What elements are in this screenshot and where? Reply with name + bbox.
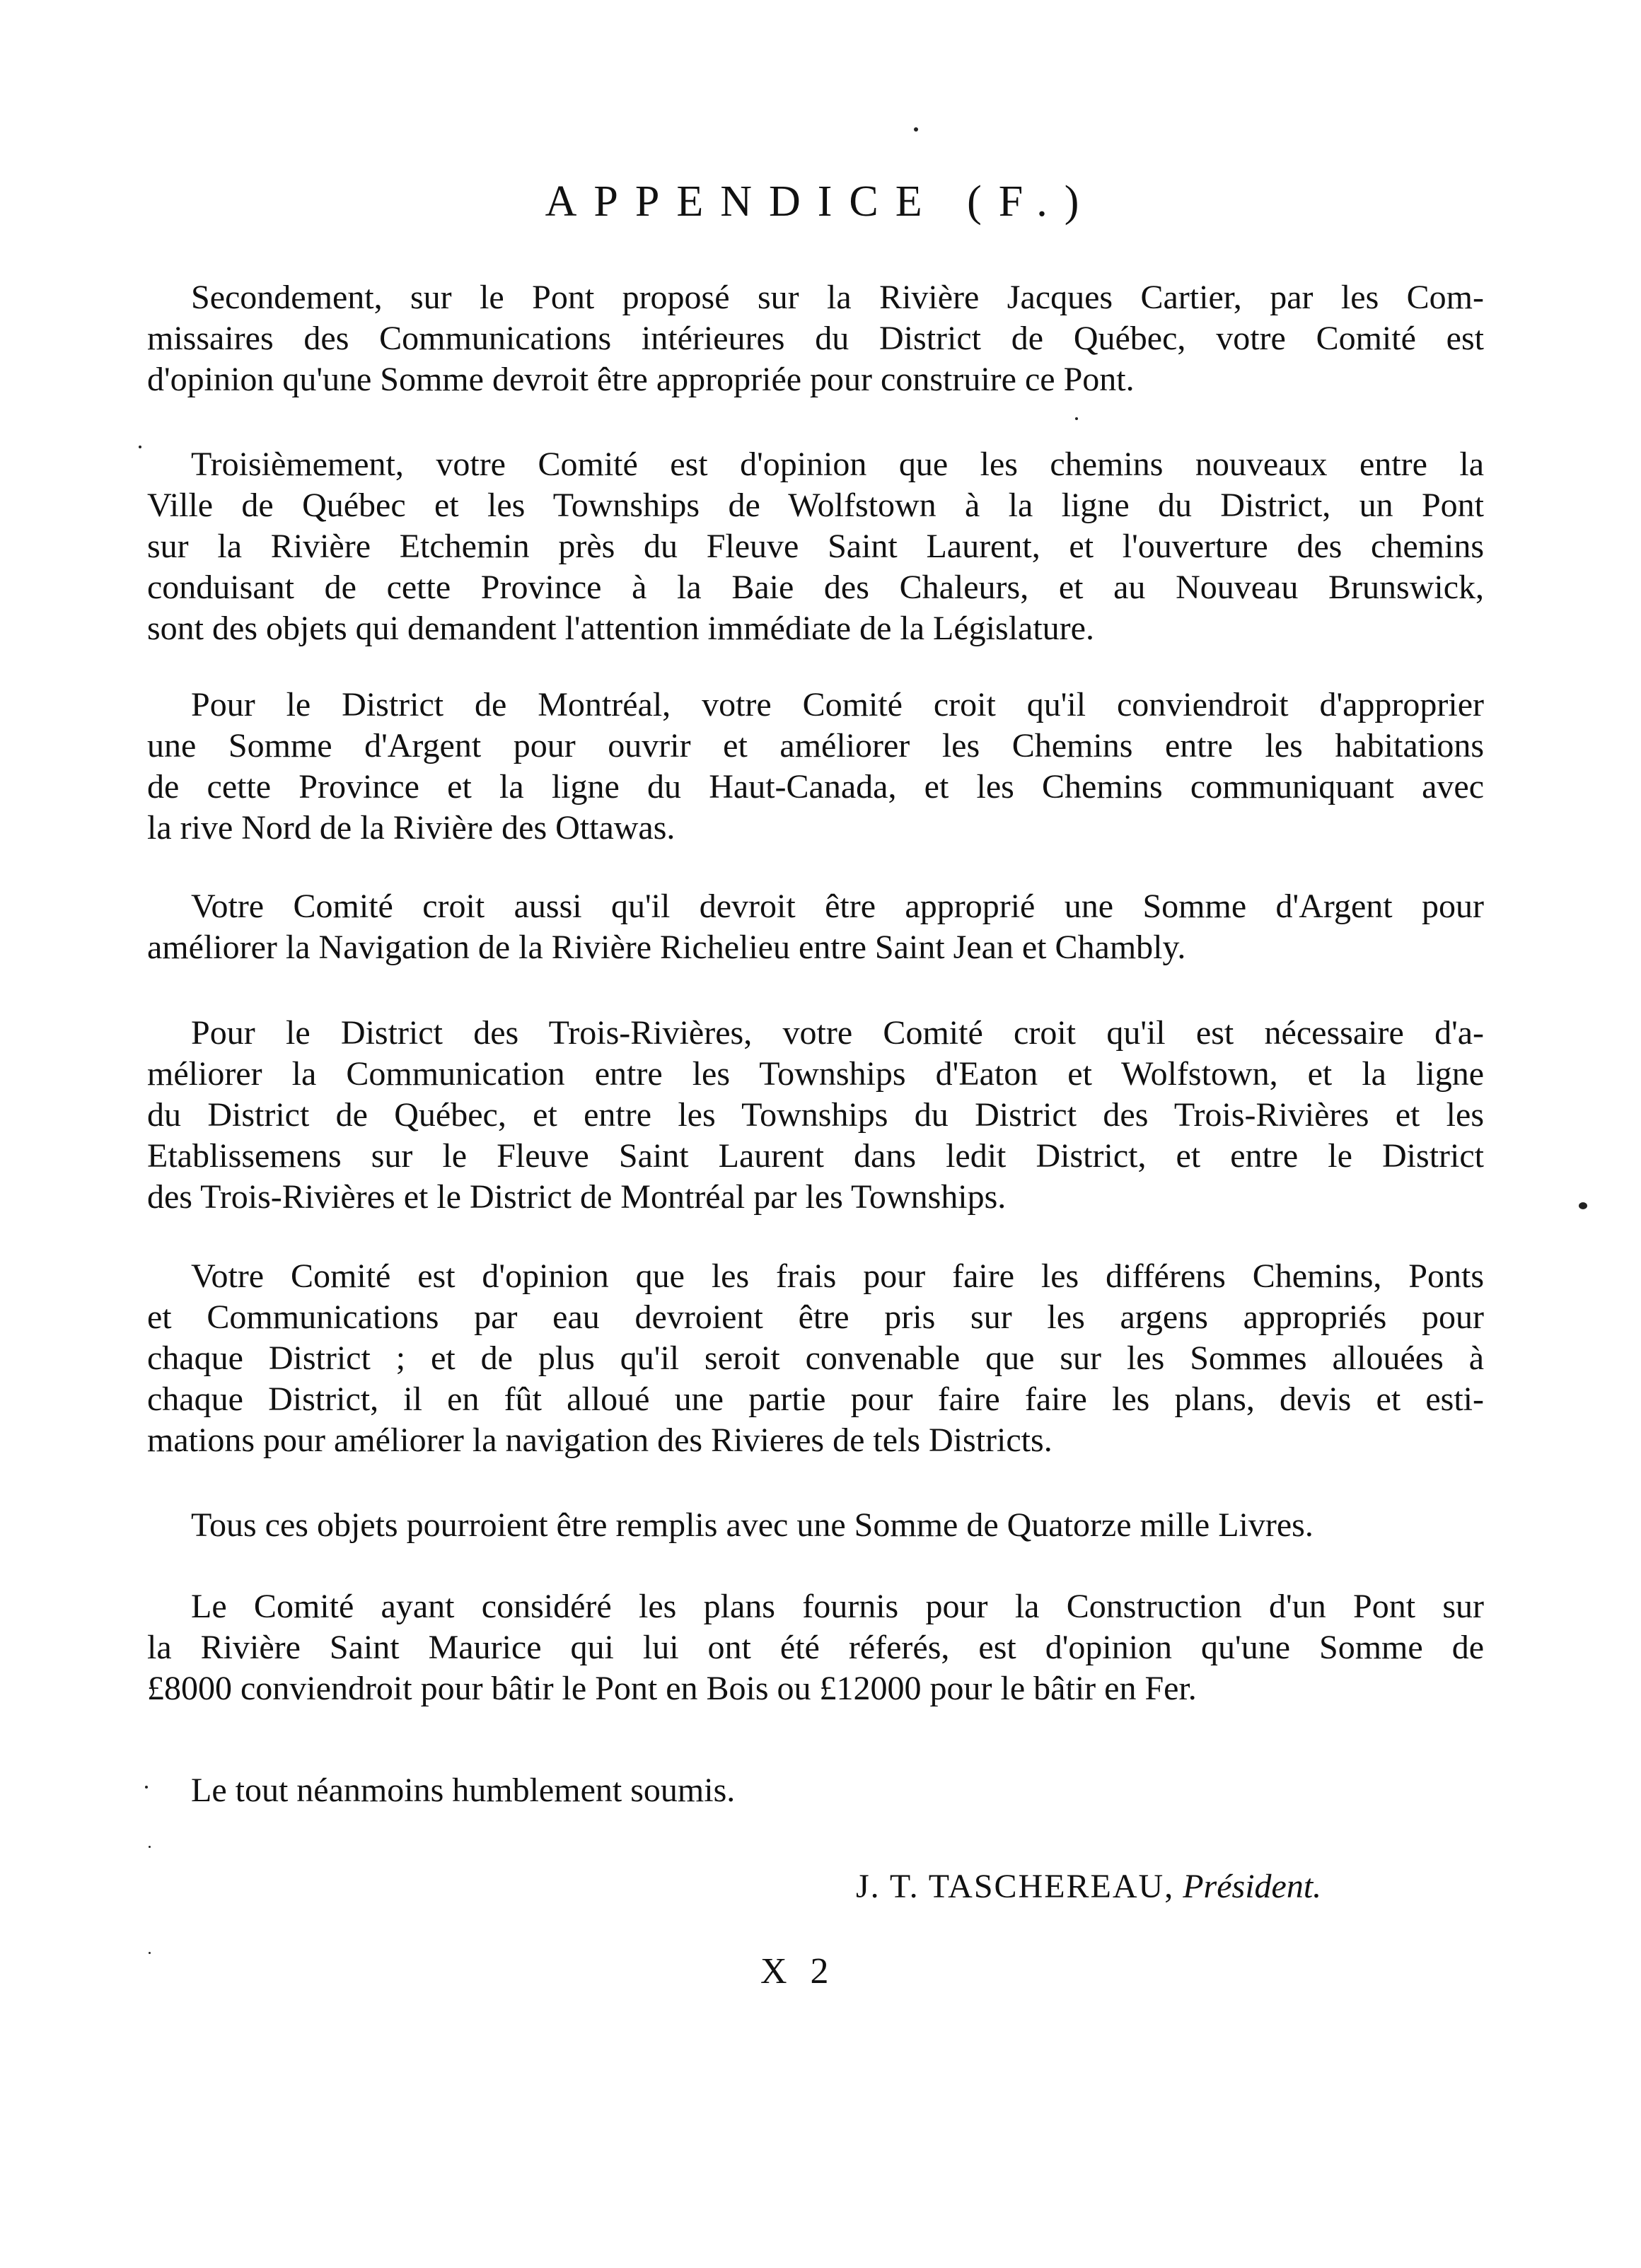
paragraph-4	[147, 886, 1484, 968]
paragraph-line: du District de Québec, et entre les Townships du District des Trois-Rivières et les	[147, 1096, 1484, 1134]
paragraph-line: Pour le District des Trois-Rivières, votre Comité croit qu'il est nécessaire d'a-	[191, 1014, 1484, 1052]
paragraph-line: £8000 conviendroit pour bâtir le Pont en Bois ou £12000 pour le bâtir en Fer.	[147, 1670, 1197, 1707]
paragraph-2	[147, 444, 1484, 649]
print-speck	[139, 446, 141, 448]
paragraph-line: mations pour améliorer la navigation des Rivieres de tels Districts.	[147, 1421, 1053, 1459]
paragraph-line: la rive Nord de la Rivière des Ottawas.	[147, 809, 675, 847]
signature-title: Président.	[1183, 1868, 1322, 1905]
folio-signature-mark: X 2	[760, 1951, 836, 1991]
paragraph-line: méliorer la Communication entre les Townships d'Eaton et Wolfstown, et la ligne	[147, 1055, 1484, 1093]
print-speck	[1579, 1202, 1587, 1209]
print-speck	[149, 1952, 151, 1954]
paragraph-line: Le Comité ayant considéré les plans fournis pour la Construction d'un Pont sur	[191, 1588, 1484, 1625]
paragraph-line: missaires des Communications intérieures du District de Québec, votre Comité est	[147, 320, 1484, 357]
paragraph-line: Votre Comité est d'opinion que les frais pour faire les différens Chemins, Ponts	[191, 1257, 1484, 1295]
paragraph-9	[147, 1770, 1484, 1811]
print-speck	[149, 1846, 151, 1848]
paragraph-line: Secondement, sur le Pont proposé sur la Rivière Jacques Cartier, par les Com-	[191, 279, 1484, 316]
paragraph-line: et Communications par eau devroient être pris sur les argens appropriés pour	[147, 1298, 1484, 1336]
signature	[856, 1867, 1321, 1906]
paragraph-5	[147, 1013, 1484, 1218]
paragraph-line: de cette Province et la ligne du Haut-Canada, et les Chemins communiquant avec	[147, 768, 1484, 806]
paragraph-line: la Rivière Saint Maurice qui lui ont été réferés, est d'opinion qu'une Somme de	[147, 1629, 1484, 1666]
paragraph-line: des Trois-Rivières et le District de Montréal par les Townships.	[147, 1178, 1007, 1216]
paragraph-line: Etablissemens sur le Fleuve Saint Laurent dans ledit District, et entre le District	[147, 1137, 1484, 1175]
paragraph-line: sur la Rivière Etchemin près du Fleuve Saint Laurent, et l'ouverture des chemins	[147, 528, 1484, 565]
paragraph-line: améliorer la Navigation de la Rivière Richelieu entre Saint Jean et Chambly.	[147, 929, 1186, 966]
paragraph-line: Le tout néanmoins humblement soumis.	[191, 1772, 736, 1809]
paragraph-line: chaque District ; et de plus qu'il seroit convenable que sur les Sommes allouées à	[147, 1339, 1484, 1377]
paragraph-3	[147, 685, 1484, 849]
paragraph-line: sont des objets qui demandent l'attention immédiate de la Législature.	[147, 610, 1094, 647]
paragraph-line: conduisant de cette Province à la Baie des Chaleurs, et au Nouveau Brunswick,	[147, 569, 1484, 606]
page-heading: APPENDICE (F.)	[545, 178, 1096, 226]
paragraph-line: Troisièmement, votre Comité est d'opinion que les chemins nouveaux entre la	[191, 446, 1484, 483]
paragraph-line: Tous ces objets pourroient être remplis avec une Somme de Quatorze mille Livres.	[191, 1506, 1314, 1544]
paragraph-7	[147, 1505, 1484, 1546]
print-speck	[1075, 417, 1078, 420]
signature-name: J. T. TASCHEREAU,	[856, 1868, 1175, 1905]
paragraph-8	[147, 1586, 1484, 1709]
paragraph-6	[147, 1256, 1484, 1461]
paragraph-line: Pour le District de Montréal, votre Comité croit qu'il conviendroit d'approprier	[191, 686, 1484, 723]
paragraph-line: Ville de Québec et les Townships de Wolfstown à la ligne du District, un Pont	[147, 487, 1484, 524]
print-speck	[145, 1786, 148, 1789]
paragraph-line: Votre Comité croit aussi qu'il devroit être approprié une Somme d'Argent pour	[191, 888, 1484, 925]
paragraph-line: chaque District, il en fût alloué une partie pour faire faire les plans, devis et esti-	[147, 1380, 1484, 1418]
paragraph-line: une Somme d'Argent pour ouvrir et améliorer les Chemins entre les habitations	[147, 727, 1484, 764]
paragraph-1	[147, 277, 1484, 400]
paragraph-line: d'opinion qu'une Somme devroit être appropriée pour construire ce Pont.	[147, 361, 1135, 398]
print-speck	[914, 127, 918, 132]
